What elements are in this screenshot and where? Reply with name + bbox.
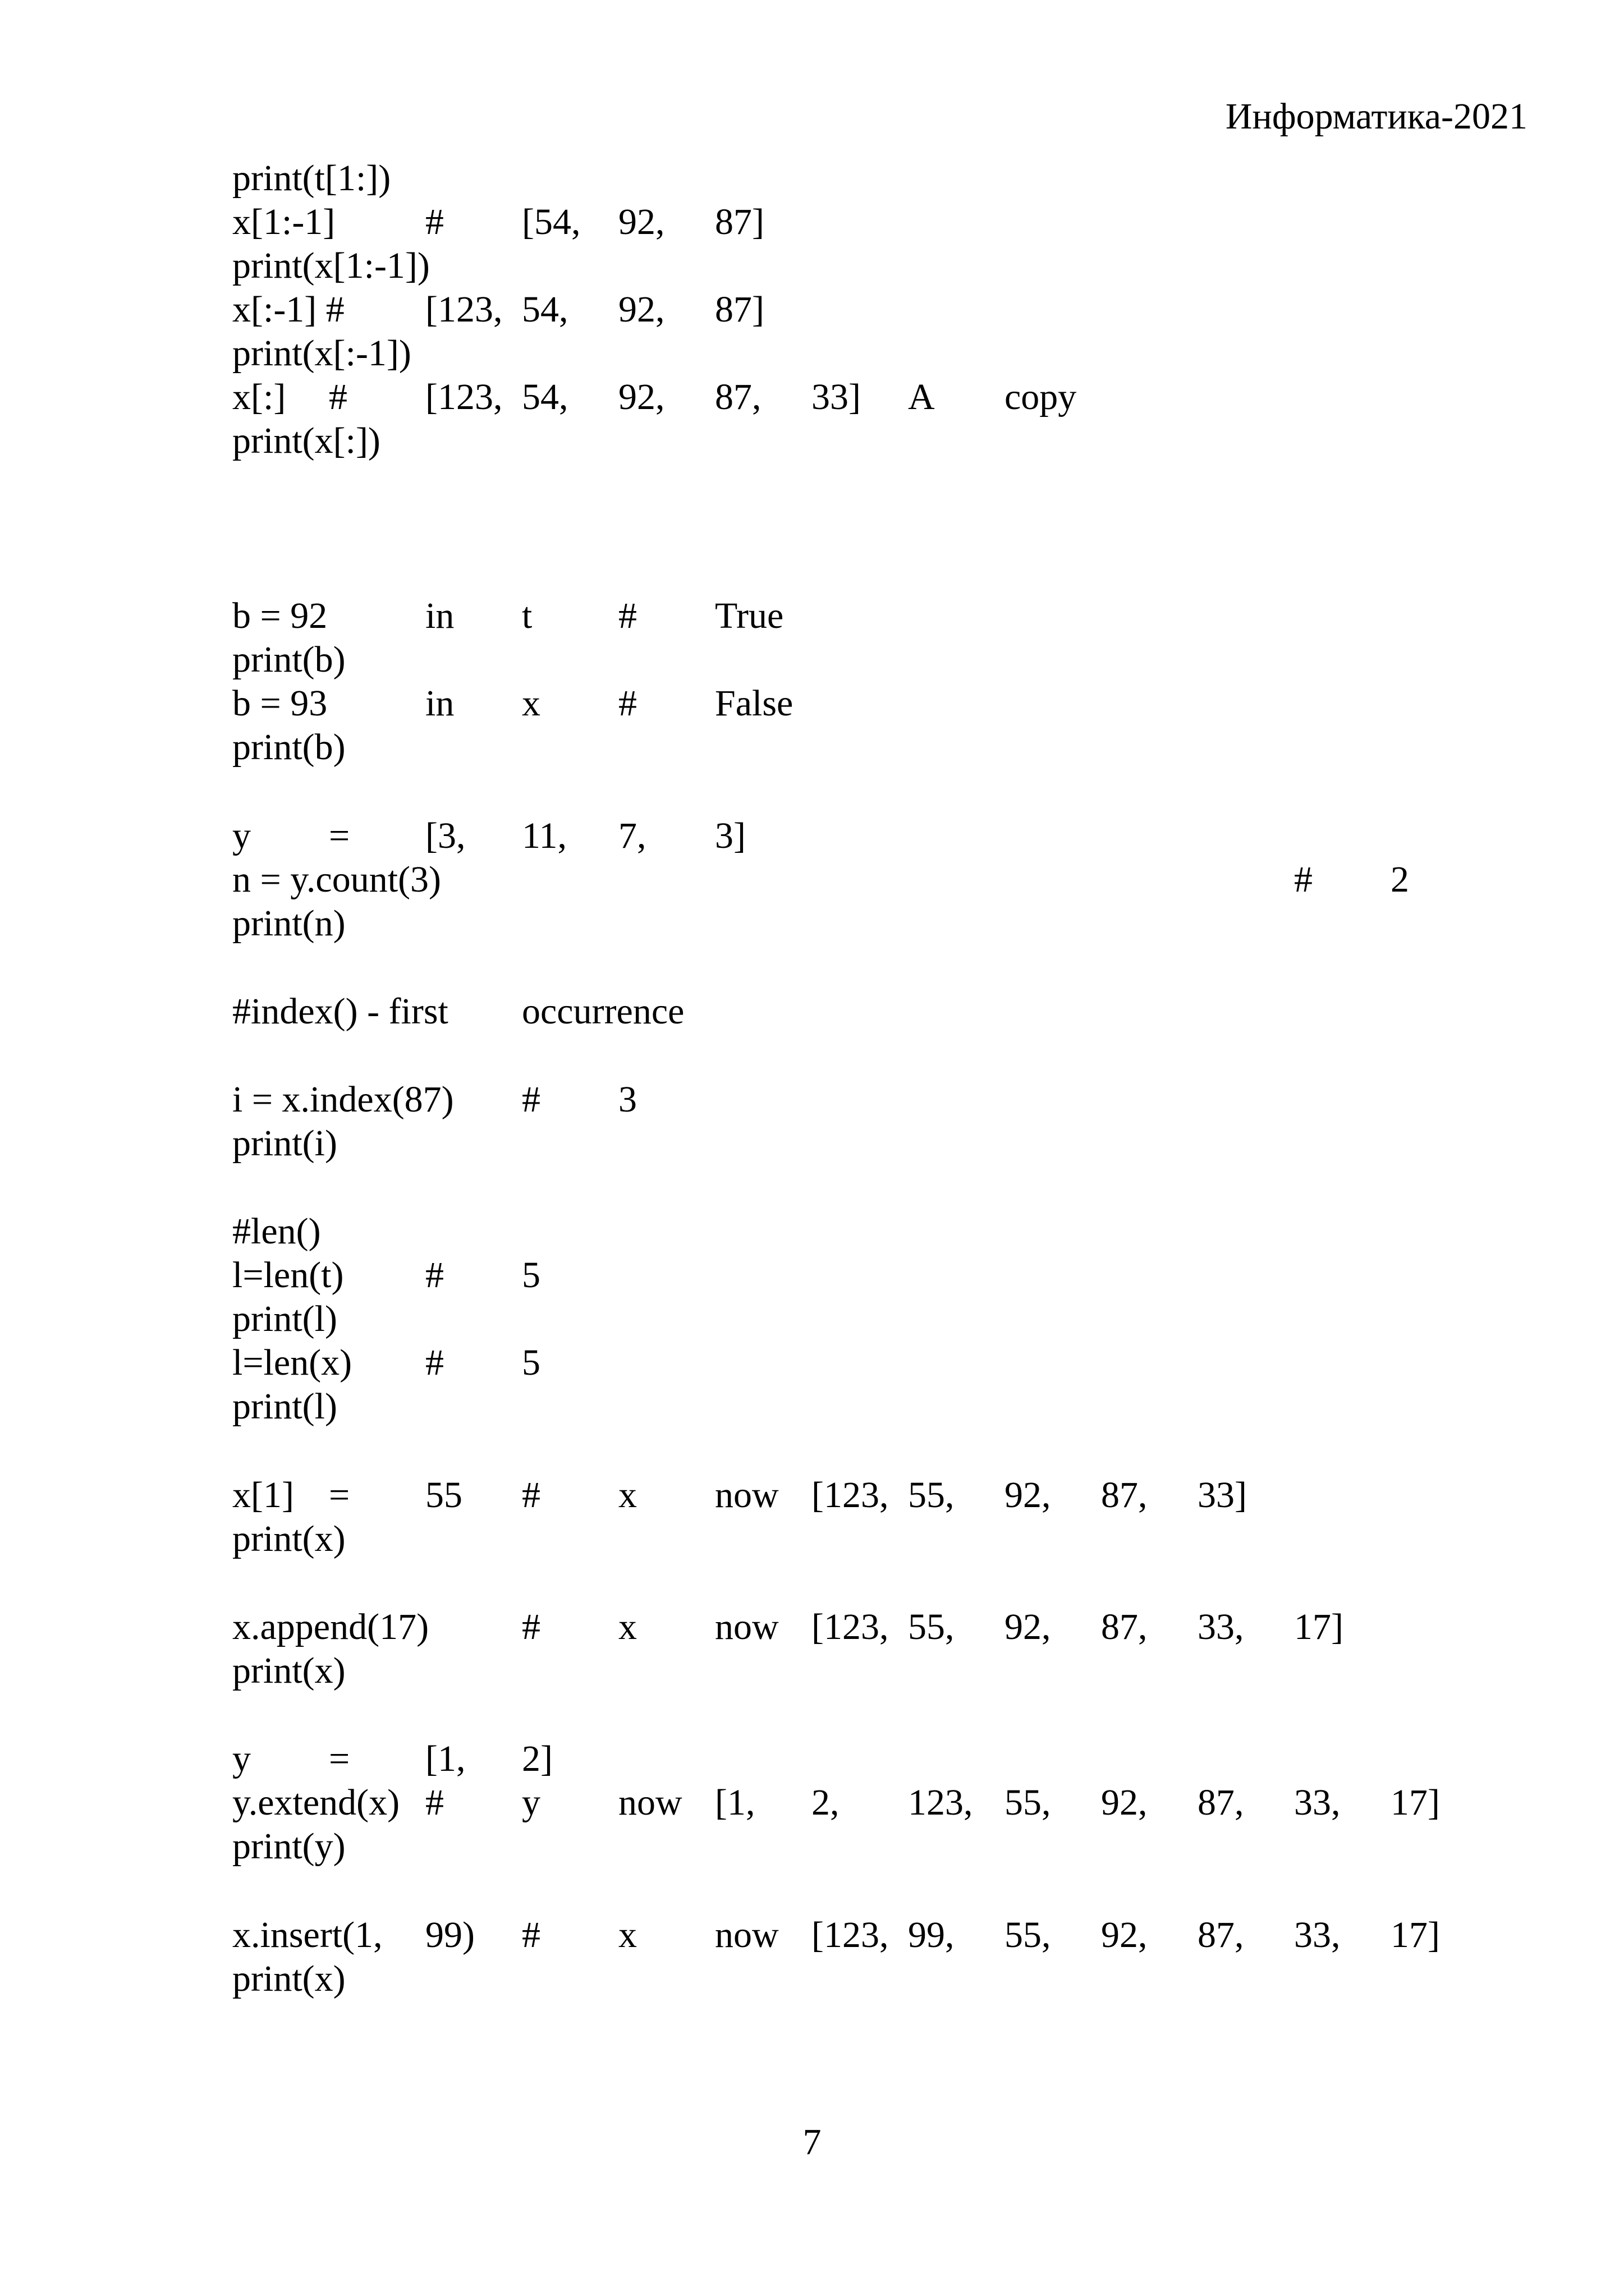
code-token: print(x[:])	[232, 420, 380, 461]
code-token: 92,	[618, 289, 665, 330]
code-token: b = 92	[232, 595, 328, 636]
code-line	[0, 1605, 1624, 1650]
code-token: 92,	[1004, 1606, 1051, 1647]
code-token: l=len(t)	[232, 1255, 344, 1296]
code-line	[0, 1297, 1624, 1342]
code-token: 54,	[522, 376, 568, 417]
code-token: 55	[425, 1475, 462, 1516]
code-token: #	[425, 1782, 444, 1823]
code-line	[0, 681, 1624, 726]
code-line	[0, 1253, 1624, 1298]
code-token: 55,	[1004, 1782, 1051, 1823]
code-token: [1,	[425, 1738, 466, 1779]
code-token: print(y)	[232, 1826, 346, 1867]
code-line	[0, 1340, 1624, 1385]
code-token: False	[715, 683, 793, 724]
code-token: y	[232, 1738, 251, 1779]
code-line	[0, 857, 1624, 902]
code-token: 123,	[908, 1782, 973, 1823]
code-line	[0, 1209, 1624, 1254]
code-token: 55,	[908, 1606, 955, 1647]
code-token: 11,	[522, 815, 567, 856]
code-token: 33]	[1198, 1475, 1247, 1516]
code-token: x[1:-1]	[232, 201, 336, 242]
code-token: [123,	[811, 1475, 889, 1516]
code-token: #index() - first	[232, 991, 448, 1032]
code-token: 2	[1391, 859, 1409, 900]
code-token: 2]	[522, 1738, 553, 1779]
code-token: y.extend(x)	[232, 1782, 400, 1823]
code-token: x	[618, 1914, 637, 1955]
code-token: 55,	[908, 1475, 955, 1516]
code-token: print(l)	[232, 1298, 337, 1339]
code-token: print(i)	[232, 1123, 337, 1164]
code-token: x.insert(1,	[232, 1914, 383, 1955]
code-line	[0, 594, 1624, 639]
code-token: [123,	[425, 376, 503, 417]
code-token: #	[522, 1079, 540, 1120]
code-token: #	[425, 201, 444, 242]
page-number: 7	[802, 2121, 822, 2162]
code-line	[0, 287, 1624, 332]
code-line	[0, 901, 1624, 946]
code-token: 87]	[715, 201, 764, 242]
code-token: 7,	[618, 815, 646, 856]
code-token: #	[425, 1255, 444, 1296]
running-header: Информатика-2021	[1225, 96, 1527, 137]
code-token: #	[522, 1914, 540, 1955]
code-token: l=len(x)	[232, 1342, 352, 1383]
code-token: 99,	[908, 1914, 955, 1955]
code-token: x[:]	[232, 376, 286, 417]
code-token: 33,	[1198, 1606, 1244, 1647]
code-token: in	[425, 595, 455, 636]
code-token: print(t[1:])	[232, 158, 391, 199]
code-token: print(x[1:-1])	[232, 245, 430, 286]
code-line	[0, 419, 1624, 463]
code-line	[0, 1384, 1624, 1429]
code-line	[0, 989, 1624, 1034]
code-line	[0, 200, 1624, 245]
code-token: n = y.count(3)	[232, 859, 442, 900]
code-token: #	[522, 1475, 540, 1516]
code-token: x	[618, 1475, 637, 1516]
code-line	[0, 1780, 1624, 1825]
code-line	[0, 331, 1624, 376]
code-token: 87,	[1198, 1782, 1244, 1823]
code-token: b = 93	[232, 683, 328, 724]
code-token: 87,	[1101, 1475, 1148, 1516]
code-token: occurrence	[522, 991, 685, 1032]
code-token: i = x.index(87)	[232, 1079, 454, 1120]
code-token: =	[329, 815, 350, 856]
code-line	[0, 814, 1624, 858]
code-token: 54,	[522, 289, 568, 330]
code-token: [123,	[811, 1914, 889, 1955]
code-token: 17]	[1391, 1914, 1440, 1955]
code-token: x[1]	[232, 1475, 294, 1516]
code-token: print(b)	[232, 639, 346, 680]
code-line	[0, 1737, 1624, 1781]
code-token: [54,	[522, 201, 581, 242]
code-token: 5	[522, 1255, 540, 1296]
code-token: print(x)	[232, 1958, 346, 1999]
code-token: 87,	[1101, 1606, 1148, 1647]
code-token: print(b)	[232, 727, 346, 768]
code-token: in	[425, 683, 455, 724]
code-token: 87]	[715, 289, 764, 330]
code-line	[0, 156, 1624, 201]
code-line	[0, 1957, 1624, 2001]
code-token: #len()	[232, 1211, 321, 1252]
code-token: =	[329, 1738, 350, 1779]
code-token: True	[715, 595, 784, 636]
code-token: t	[522, 595, 533, 636]
code-token: now	[618, 1782, 682, 1823]
code-token: print(x)	[232, 1650, 346, 1691]
code-token: [1,	[715, 1782, 755, 1823]
code-line	[0, 244, 1624, 288]
code-token: x[:-1] #	[232, 289, 345, 330]
code-token: A	[908, 376, 935, 417]
code-token: #	[1294, 859, 1313, 900]
code-token: 92,	[1101, 1914, 1148, 1955]
code-token: x	[618, 1606, 637, 1647]
code-token: 33,	[1294, 1782, 1341, 1823]
code-token: y	[232, 815, 251, 856]
code-line	[0, 1121, 1624, 1166]
code-token: print(n)	[232, 903, 346, 944]
code-line	[0, 1648, 1624, 1693]
code-token: 3]	[715, 815, 746, 856]
code-token: x	[522, 683, 540, 724]
code-token: 87,	[1198, 1914, 1244, 1955]
code-token: 2,	[811, 1782, 839, 1823]
code-token: now	[715, 1606, 779, 1647]
code-token: #	[522, 1606, 540, 1647]
code-token: y	[522, 1782, 540, 1823]
code-token: #	[618, 683, 637, 724]
code-line	[0, 1077, 1624, 1122]
code-token: print(x[:-1])	[232, 333, 411, 374]
code-token: #	[425, 1342, 444, 1383]
code-token: 55,	[1004, 1914, 1051, 1955]
code-token: 99)	[425, 1914, 475, 1955]
code-line	[0, 375, 1624, 420]
code-token: 92,	[618, 376, 665, 417]
code-line	[0, 637, 1624, 682]
code-token: =	[329, 1475, 350, 1516]
code-token: 92,	[1004, 1475, 1051, 1516]
code-line	[0, 1473, 1624, 1518]
code-token: print(x)	[232, 1518, 346, 1559]
code-line	[0, 1913, 1624, 1958]
code-token: 17]	[1391, 1782, 1440, 1823]
code-token: [3,	[425, 815, 466, 856]
code-token: 33]	[811, 376, 861, 417]
code-token: print(l)	[232, 1386, 337, 1427]
code-token: 33,	[1294, 1914, 1341, 1955]
code-line	[0, 725, 1624, 770]
code-token: now	[715, 1914, 779, 1955]
code-token: [123,	[425, 289, 503, 330]
code-token: #	[329, 376, 347, 417]
code-token: 92,	[618, 201, 665, 242]
code-token: copy	[1004, 376, 1077, 417]
code-token: #	[618, 595, 637, 636]
code-token: 92,	[1101, 1782, 1148, 1823]
code-line	[0, 1517, 1624, 1562]
code-token: 17]	[1294, 1606, 1343, 1647]
code-token: [123,	[811, 1606, 889, 1647]
code-token: 5	[522, 1342, 540, 1383]
code-token: 3	[618, 1079, 637, 1120]
code-token: now	[715, 1475, 779, 1516]
code-token: 87,	[715, 376, 761, 417]
code-line	[0, 1824, 1624, 1869]
code-token: x.append(17)	[232, 1606, 429, 1647]
